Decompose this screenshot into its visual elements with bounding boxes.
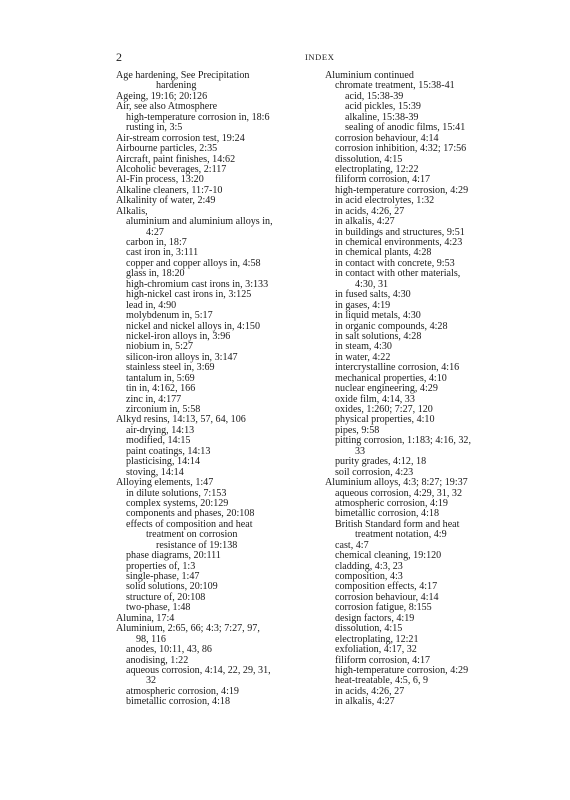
index-subentry: in salt solutions, 4:28 (335, 330, 422, 342)
index-subentry: paint coatings, 14:13 (126, 445, 211, 457)
index-subentry: dissolution, 4:15 (335, 623, 403, 635)
index-subentry: filiform corrosion, 4:17 (335, 174, 431, 186)
index-subentry: plasticising, 14:14 (126, 456, 201, 468)
index-subentry: sealing of anodic films, 15:41 (345, 122, 466, 134)
index-subentry: tantalum in, 5:69 (126, 372, 195, 384)
index-subentry: silicon-iron alloys in, 3:147 (126, 351, 238, 363)
index-entry: Al-Fin process, 13:20 (116, 174, 204, 186)
index-subentry: zirconium in, 5:58 (126, 404, 201, 415)
index-subentry: in dilute solutions, 7:153 (126, 487, 227, 499)
index-subentry: lead in, 4:90 (126, 299, 177, 311)
index-subentry: composition effects, 4:17 (335, 581, 438, 593)
index-subentry: in buildings and structures, 9:51 (335, 226, 465, 238)
index-subentry: in steam, 4:30 (335, 341, 392, 353)
index-subentry: bimetallic corrosion, 4:18 (335, 508, 439, 520)
index-entry: Alkaline cleaners, 11:7-10 (116, 184, 223, 196)
index-entry: Age hardening, See Precipitation (116, 70, 250, 81)
index-subentry: corrosion behaviour, 4:14 (335, 132, 439, 144)
index-entry: Alkyd resins, 14:13, 57, 64, 106 (116, 414, 246, 426)
index-subentry: solid solutions, 20:109 (126, 581, 218, 593)
index-subentry: properties of, 1:3 (126, 560, 196, 572)
index-subentry: purity grades, 4:12, 18 (335, 456, 427, 468)
index-subentry: corrosion inhibition, 4:32; 17:56 (335, 143, 467, 155)
index-subentry: design factors, 4:19 (335, 612, 415, 624)
index-subentry: alkaline, 15:38-39 (345, 111, 419, 123)
index-subentry: copper and copper alloys in, 4:58 (126, 257, 261, 269)
index-subentry: electroplating, 12:21 (335, 633, 419, 645)
index-subentry: oxide film, 4:14, 33 (335, 393, 415, 405)
index-subentry: heat-treatable, 4:5, 6, 9 (335, 675, 429, 687)
index-subentry: chromate treatment, 15:38-41 (335, 80, 455, 92)
index-subentry: atmospheric corrosion, 4:19 (335, 497, 448, 509)
index-subentry: exfoliation, 4:17, 32 (335, 644, 417, 656)
index-subentry: in chemical environments, 4:23 (335, 237, 463, 248)
index-subentry: two-phase, 1:48 (126, 602, 191, 614)
index-subentry: high-temperature corrosion in, 18:6 (126, 111, 270, 123)
index-subentry: effects of composition and heat (126, 518, 253, 530)
index-subentry: in contact with other materials, (335, 268, 461, 280)
index-subentry: in acids, 4:26, 27 (335, 205, 405, 217)
index-subentry: hardening (156, 80, 197, 92)
index-subentry: complex systems, 20:129 (126, 497, 229, 509)
index-subentry: high-nickel cast irons in, 3:125 (126, 289, 252, 301)
index-subentry: bimetallic corrosion, 4:18 (126, 696, 230, 708)
index-subentry: high-temperature corrosion, 4:29 (335, 664, 469, 676)
index-subentry: cladding, 4:3, 23 (335, 560, 403, 572)
index-subentry: acid pickles, 15:39 (345, 101, 421, 113)
index-subentry: 4:27 (146, 226, 164, 238)
index-subentry: tin in, 4:162, 166 (126, 383, 196, 395)
index-subentry: chemical cleaning, 19:120 (335, 550, 442, 562)
index-subentry: in acids, 4:26, 27 (335, 685, 405, 697)
index-subentry: in chemical plants, 4:28 (335, 247, 432, 259)
index-subentry: in alkalis, 4:27 (335, 696, 395, 708)
index-subentry: modified, 14:15 (126, 435, 191, 447)
index-subentry: aluminium and aluminium alloys in, (126, 216, 273, 228)
index-subentry: nuclear engineering, 4:29 (335, 383, 438, 395)
index-subentry: pitting corrosion, 1:183; 4:16, 32, (335, 435, 471, 447)
index-subentry: aqueous corrosion, 4:14, 22, 29, 31, (126, 664, 271, 676)
index-entry: Air-stream corrosion test, 19:24 (116, 132, 245, 144)
index-subentry: in acid electrolytes, 1:32 (335, 195, 435, 207)
index-subentry: 98, 116 (136, 633, 166, 645)
index-entry: Aircraft, paint finishes, 14:62 (116, 153, 236, 165)
index-subentry: corrosion behaviour, 4:14 (335, 591, 439, 603)
index-subentry: treatment notation, 4:9 (355, 529, 447, 541)
index-subentry: stainless steel in, 3:69 (126, 362, 215, 374)
index-subentry: cast, 4:7 (335, 539, 369, 551)
index-subentry: intercrystalline corrosion, 4:16 (335, 362, 460, 374)
index-subentry: dissolution, 4:15 (335, 153, 403, 165)
index-entry: Airbourne particles, 2:35 (116, 143, 218, 155)
index-entry: Alumina, 17:4 (116, 612, 175, 624)
index-entry: Air, see also Atmosphere (116, 101, 218, 113)
index-subentry: soil corrosion, 4:23 (335, 466, 414, 478)
index-subentry: zinc in, 4:177 (126, 393, 182, 405)
index-subentry: carbon in, 18:7 (126, 237, 187, 248)
index-subentry: resistance of 19:138 (156, 539, 238, 551)
page-number: 2 (116, 50, 122, 64)
index-subentry: air-drying, 14:13 (126, 424, 195, 436)
index-subentry: nickel-iron alloys in, 3:96 (126, 330, 231, 342)
index-subentry: filiform corrosion, 4:17 (335, 654, 431, 666)
index-subentry: molybdenum in, 5:17 (126, 310, 213, 322)
index-subentry: phase diagrams, 20:111 (126, 550, 221, 562)
index-subentry: in water, 4:22 (335, 351, 391, 363)
index-subentry: stoving, 14:14 (126, 466, 184, 478)
index-entry: Alcoholic beverages, 2:117 (116, 163, 227, 175)
index-subentry: physical properties, 4:10 (335, 414, 435, 426)
index-entry: Alkalinity of water, 2:49 (116, 195, 216, 207)
index-subentry: anodes, 10:11, 43, 86 (126, 644, 212, 656)
index-subentry: atmospheric corrosion, 4:19 (126, 685, 239, 697)
index-entry: Ageing, 19:16; 20:126 (116, 90, 208, 102)
index-subentry: in liquid metals, 4:30 (335, 310, 421, 322)
index-entry: Alkalis, (116, 205, 148, 217)
index-subentry: structure of, 20:108 (126, 591, 206, 603)
running-head: INDEX (305, 52, 335, 62)
index-subentry: British Standard form and heat (335, 518, 460, 530)
index-subentry: niobium in, 5:27 (126, 341, 194, 353)
index-column-right (325, 71, 530, 708)
index-subentry: 32 (146, 675, 157, 687)
index-subentry: composition, 4:3 (335, 571, 403, 582)
index-subentry: cast iron in, 3:111 (126, 247, 199, 259)
index-subentry: in organic compounds, 4:28 (335, 320, 448, 332)
index-subentry: oxides, 1:260; 7:27, 120 (335, 404, 433, 415)
index-subentry: single-phase, 1:47 (126, 571, 200, 582)
index-entry: Aluminium, 2:65, 66; 4:3; 7:27, 97, (116, 623, 260, 635)
index-entry: Aluminium alloys, 4:3; 8:27; 19:37 (325, 477, 468, 489)
index-subentry: components and phases, 20:108 (126, 508, 255, 520)
index-subentry: rusting in, 3:5 (126, 122, 183, 134)
index-subentry: corrosion fatigue, 8:155 (335, 602, 432, 614)
index-subentry: mechanical properties, 4:10 (335, 372, 447, 384)
index-subentry: in fused salts, 4:30 (335, 289, 411, 301)
index-subentry: acid, 15:38-39 (345, 90, 404, 102)
index-subentry: treatment on corrosion (146, 529, 238, 541)
index-subentry: glass in, 18:20 (126, 268, 185, 280)
index-subentry: electroplating, 12:22 (335, 163, 419, 175)
index-entry: Alloying elements, 1:47 (116, 477, 214, 489)
index-subentry: high-chromium cast irons in, 3:133 (126, 278, 269, 290)
index-subentry: aqueous corrosion, 4:29, 31, 32 (335, 487, 462, 499)
index-subentry: in contact with concrete, 9:53 (335, 257, 455, 269)
index-subentry: in alkalis, 4:27 (335, 216, 395, 228)
index-subentry: 33 (355, 445, 366, 457)
index-subentry: high-temperature corrosion, 4:29 (335, 184, 469, 196)
index-subentry: in gases, 4:19 (335, 299, 391, 311)
index-subentry: anodising, 1:22 (126, 654, 189, 666)
index-subentry: pipes, 9:58 (335, 424, 380, 436)
index-entry: Aluminium continued (325, 70, 414, 81)
index-subentry: nickel and nickel alloys in, 4:150 (126, 320, 260, 332)
index-subentry: 4:30, 31 (355, 278, 389, 290)
index-column-left (116, 71, 316, 708)
